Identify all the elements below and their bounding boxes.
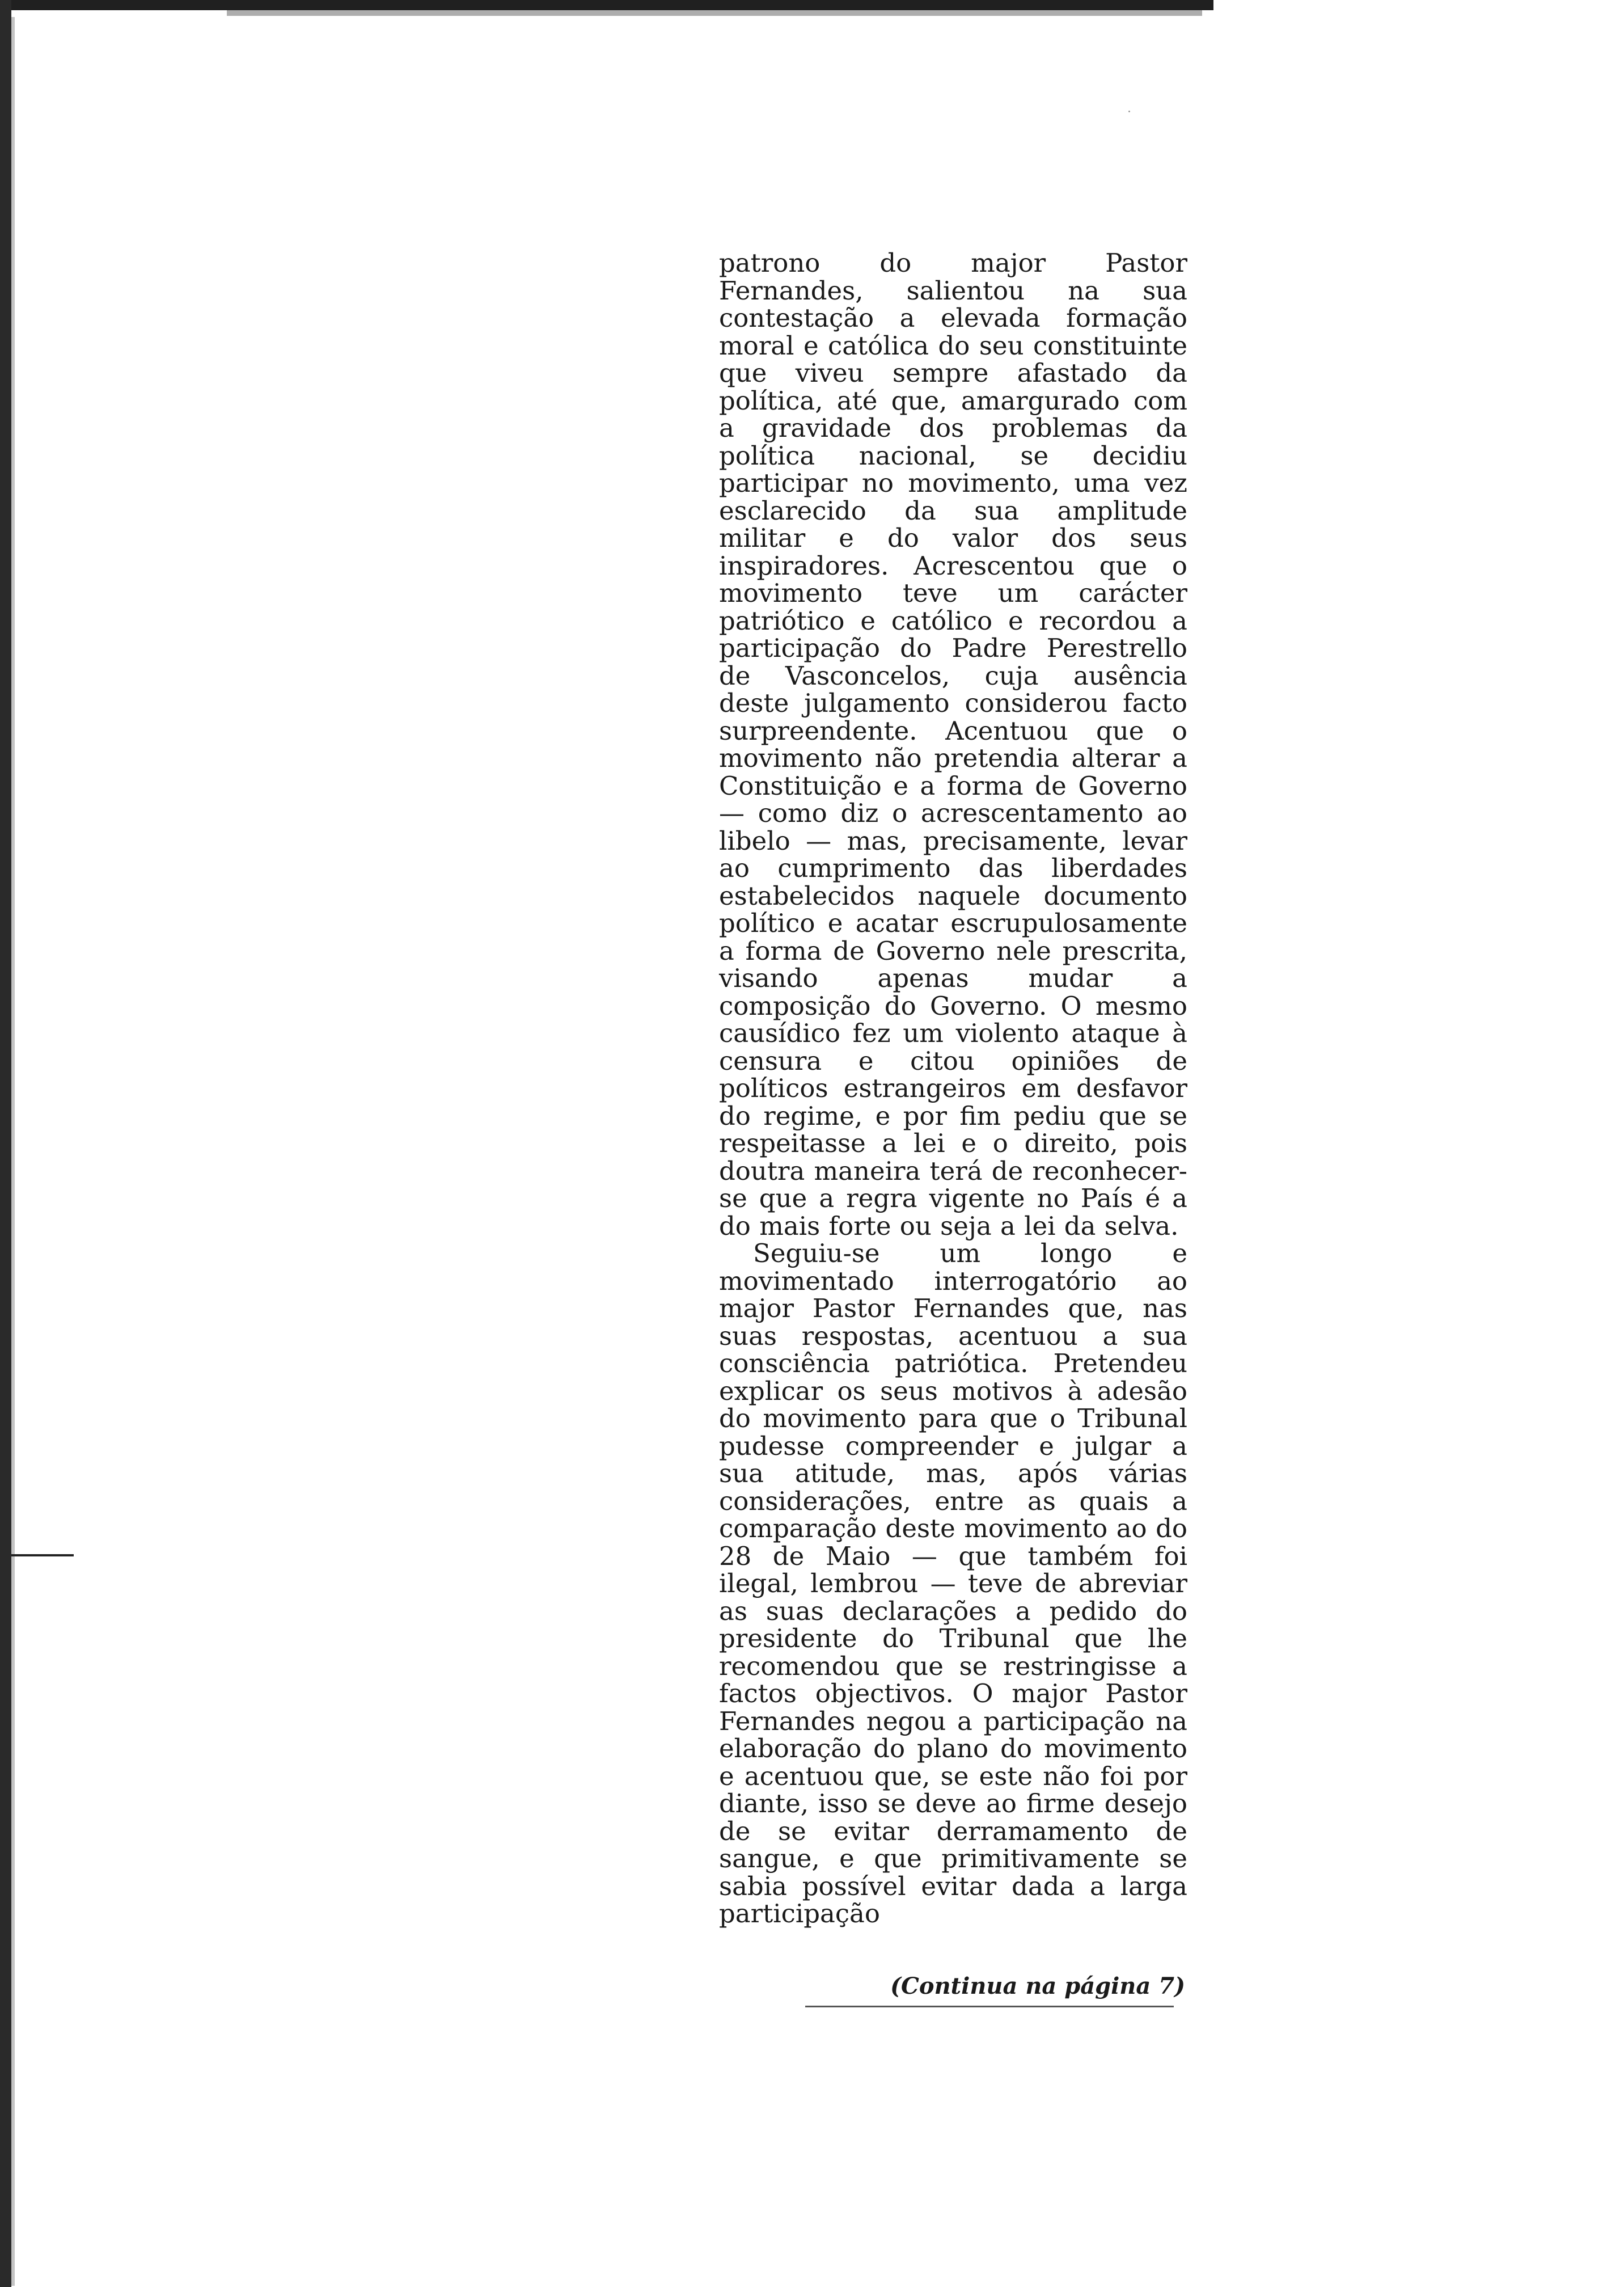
scan-top-strip xyxy=(227,10,1202,16)
article-paragraph-1: patrono do major Pastor Fernandes, salientou na sua contestação a elevada formação moral e católica do seu constituinte que viveu sempre afastado da política, até que, amargurado com a gravidade dos problemas da política nacional, se decidiu participar no movimento, uma vez esclarecido da sua amplitude militar e do valor dos seus inspiradores. Acrescentou que o movimento teve um carácter patriótico e católico e recordou a participação do Padre Perestrello de Vasconcelos, cuja ausência deste julgamento considerou facto surpreendente. Acentuou que o movimento não pretendia alterar a Constituição e a forma de Governo — como diz o acrescentamento ao libelo — mas, precisamente, levar ao cumprimento das liberdades estabelecidos naquele documento político e acatar escrupulosamente a forma de Governo nele prescrita, visando apenas mudar a composição do Governo. O mesmo causídico fez um violento ataque à censura e citou opiniões de políticos estrangeiros em desfavor do regime, e por fim pediu que se respeitasse a lei e o direito, pois doutra maneira terá de reconhecer-se que a regra vigente no País é a do mais forte ou seja a lei da selva. xyxy=(719,248,1196,1241)
scan-left-border-inner xyxy=(11,17,15,2286)
scan-top-border xyxy=(0,0,1213,10)
scan-left-border xyxy=(0,0,11,2287)
continued-note: (Continua na página 7) xyxy=(890,1973,1185,1999)
article-column xyxy=(719,248,1196,1929)
continued-rule xyxy=(805,2006,1174,2007)
scan-edge-mark xyxy=(11,1554,74,1556)
scan-speck xyxy=(1128,111,1130,112)
article-paragraph-2: Seguiu-se um longo e movimentado interrogatório ao major Pastor Fernandes que, nas suas respostas, acentuou a sua consciência patriótica. Pretendeu explicar os seus motivos à adesão do movimento para que o Tribunal pudesse compreender e julgar a sua atitude, mas, após várias considerações, entre as quais a comparação deste movimento ao do 28 de Maio — que também foi ilegal, lembrou — teve de abreviar as suas declarações a pedido do presidente do Tribunal que lhe recomendou que se restringisse a factos objectivos. O major Pastor Fernandes negou a participação na elaboração do plano do movimento e acentuou que, se este não foi por diante, isso se deve ao firme desejo de se evitar derramamento de sangue, e que primitivamente se sabia possível evitar dada a larga participação xyxy=(719,1238,1196,1929)
